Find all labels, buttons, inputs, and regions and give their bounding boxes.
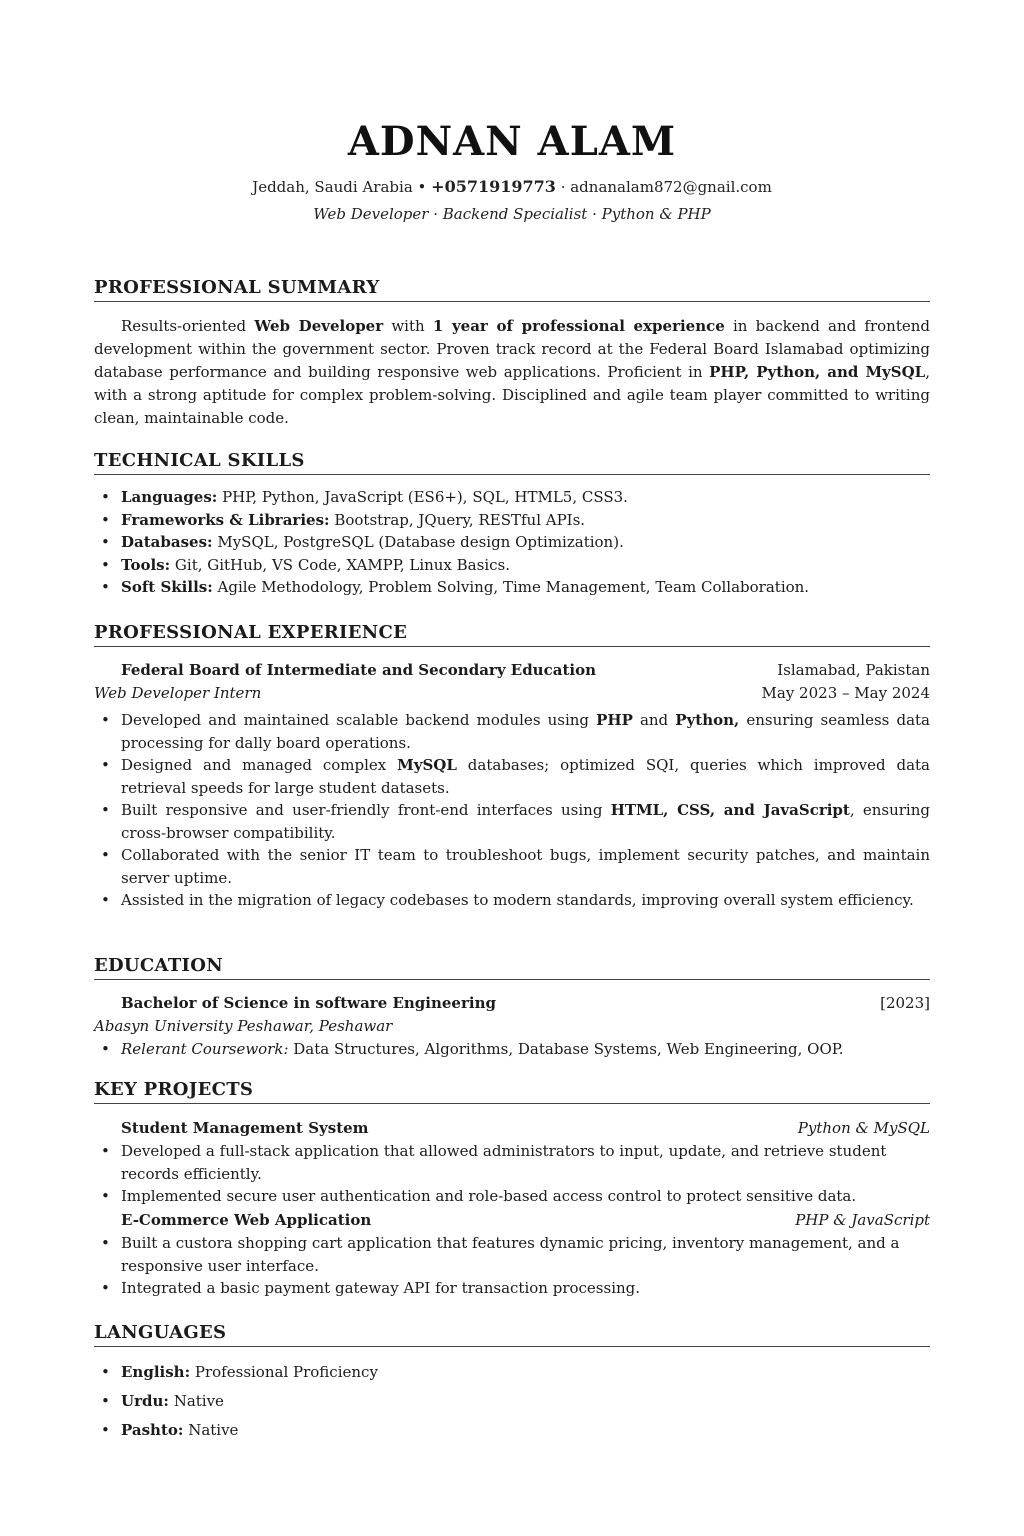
project-bullets	[94, 1232, 930, 1300]
project-bullet	[94, 1140, 930, 1185]
experience-bullet	[94, 799, 930, 844]
bullet-text: ensuring seamless data processing for dally board operations.	[121, 711, 930, 752]
bullet-bold: MySQL	[397, 756, 457, 774]
skill-label: Frameworks & Libraries:	[121, 510, 330, 529]
dot-separator: ·	[560, 178, 571, 196]
skill-item	[94, 576, 930, 599]
bullet-bold: PHP	[596, 711, 633, 729]
bullet-bold: HTML, CSS, and JavaScript	[610, 801, 850, 819]
language-item	[94, 1358, 930, 1387]
coursework-item	[94, 1038, 930, 1061]
summary-text: in backend and frontend development within the government sector. Proven track record at the Federal Board Islamabad optimizing database performance and building responsive web applications. Proficient in	[94, 317, 931, 381]
bullet-text: Designed and managed complex	[121, 756, 398, 774]
school-name: Abasyn University Peshawar, Peshawar	[94, 1017, 393, 1035]
section-title-projects: KEY PROJECTS	[94, 1079, 930, 1104]
tagline: Web Developer · Backend Specialist · Python & PHP	[313, 205, 711, 223]
experience-bullet	[94, 709, 930, 754]
skill-value: PHP, Python, JavaScript (ES6+), SQL, HTML5, CSS3.	[217, 488, 628, 506]
bullet-text: Developed a full-stack application that allowed administrators to input, update, and retrieve student records efficiently.	[121, 1142, 887, 1183]
experience-bullet	[94, 844, 930, 889]
coursework-label: Relerant Coursework:	[121, 1040, 289, 1058]
section-title-skills: TECHNICAL SKILLS	[94, 450, 930, 475]
bullet-bold: Python,	[675, 711, 740, 729]
skill-label: Languages:	[121, 488, 218, 506]
summary-text: , with a strong aptitude for complex problem-solving. Disciplined and agile team player committed to writing clean, maintainable code.	[94, 363, 930, 427]
skill-label: Soft Skills:	[121, 578, 213, 596]
phone-number: +0571919773	[431, 177, 556, 196]
summary-paragraph	[94, 315, 930, 430]
skill-value: Git, GitHub, VS Code, XAMPP, Linux Basics.	[170, 555, 510, 574]
language-level: Professional Proficiency	[190, 1363, 378, 1381]
language-item	[94, 1387, 930, 1416]
language-label: Urdu:	[121, 1392, 169, 1410]
bullet-text: Integrated a basic payment gateway API for transaction processing.	[121, 1279, 641, 1297]
contact-line	[94, 177, 930, 196]
employer-name: Federal Board of Intermediate and Secondary Education	[121, 661, 596, 679]
skill-item	[94, 486, 930, 509]
project-bullet	[94, 1277, 930, 1300]
skill-label: Databases:	[121, 533, 213, 551]
bullet-text: and	[632, 711, 676, 729]
experience-bullet	[94, 889, 930, 912]
section-title-languages: LANGUAGES	[94, 1322, 930, 1347]
summary-bold: PHP, Python, and MySQL	[709, 363, 926, 381]
summary-bold: Web Developer	[254, 317, 384, 335]
section-title-experience: PROFESSIONAL EXPERIENCE	[94, 622, 930, 647]
skill-value: Bootstrap, JQuery, RESTful APIs.	[329, 510, 586, 529]
project-bullet	[94, 1185, 930, 1208]
bullet-text: , ensuring cross-browser compatibility.	[121, 801, 930, 842]
degree-name: Bachelor of Science in software Engineering	[121, 994, 496, 1012]
graduation-year: [2023]	[880, 994, 930, 1012]
section-title-education: EDUCATION	[94, 955, 930, 980]
languages-list	[94, 1358, 930, 1445]
project-tech: PHP & JavaScript	[795, 1211, 930, 1229]
coursework-list	[94, 1038, 930, 1061]
summary-bold: 1 year of professional experience	[432, 317, 725, 335]
summary-text: with	[383, 317, 433, 335]
bullet-text: Developed and maintained scalable backend modules using	[121, 711, 597, 729]
skill-item	[94, 554, 930, 577]
bullet-text: databases; optimized SQI, queries which improved data retrieval speeds for large student datasets.	[121, 756, 930, 797]
language-label: Pashto:	[121, 1421, 184, 1439]
bullet-text: Built responsive and user-friendly front-end interfaces using	[121, 801, 611, 819]
bullet-text: Collaborated with the senior IT team to troubleshoot bugs, implement security patches, and maintain server uptime.	[121, 846, 930, 887]
skill-item	[94, 531, 930, 554]
coursework-value: Data Structures, Algorithms, Database Systems, Web Engineering, OOP.	[288, 1040, 844, 1058]
skill-label: Tools:	[121, 555, 171, 574]
skill-value: Agile Methodology, Problem Solving, Time Management, Team Collaboration.	[212, 578, 810, 596]
employer-location: Islamabad, Pakistan	[777, 661, 930, 679]
project-bullet	[94, 1232, 930, 1277]
job-dates: May 2023 – May 2024	[761, 684, 930, 702]
email-address: adnanalam872@gnail.com	[570, 178, 772, 196]
skills-list	[94, 486, 930, 599]
language-level: Native	[183, 1421, 239, 1439]
summary-text: Results-oriented	[121, 317, 255, 335]
bullet-text: Implemented secure user authentication and role-based access control to protect sensitive data.	[121, 1187, 857, 1205]
candidate-name: ADNAN ALAM	[347, 118, 677, 165]
bullet-text: Built a custora shopping cart application that features dynamic pricing, inventory management, and a responsive user interface.	[121, 1234, 900, 1275]
skill-item	[94, 509, 930, 532]
bullet-separator: •	[417, 178, 432, 196]
location: Jeddah, Saudi Arabia	[252, 178, 413, 196]
project-tech: Python & MySQL	[797, 1119, 930, 1137]
language-label: English:	[121, 1363, 191, 1381]
language-item	[94, 1416, 930, 1445]
project-name: E-Commerce Web Application	[121, 1211, 372, 1229]
project-name: Student Management System	[121, 1119, 369, 1137]
skill-value: MySQL, PostgreSQL (Database design Optimization).	[212, 533, 624, 551]
experience-bullet	[94, 754, 930, 799]
project-bullets	[94, 1140, 930, 1208]
job-role: Web Developer Intern	[94, 684, 262, 702]
bullet-text: Assisted in the migration of legacy codebases to modern standards, improving overall system efficiency.	[121, 891, 914, 909]
section-title-summary: PROFESSIONAL SUMMARY	[94, 277, 930, 302]
experience-bullets	[94, 709, 930, 912]
language-level: Native	[168, 1392, 224, 1410]
